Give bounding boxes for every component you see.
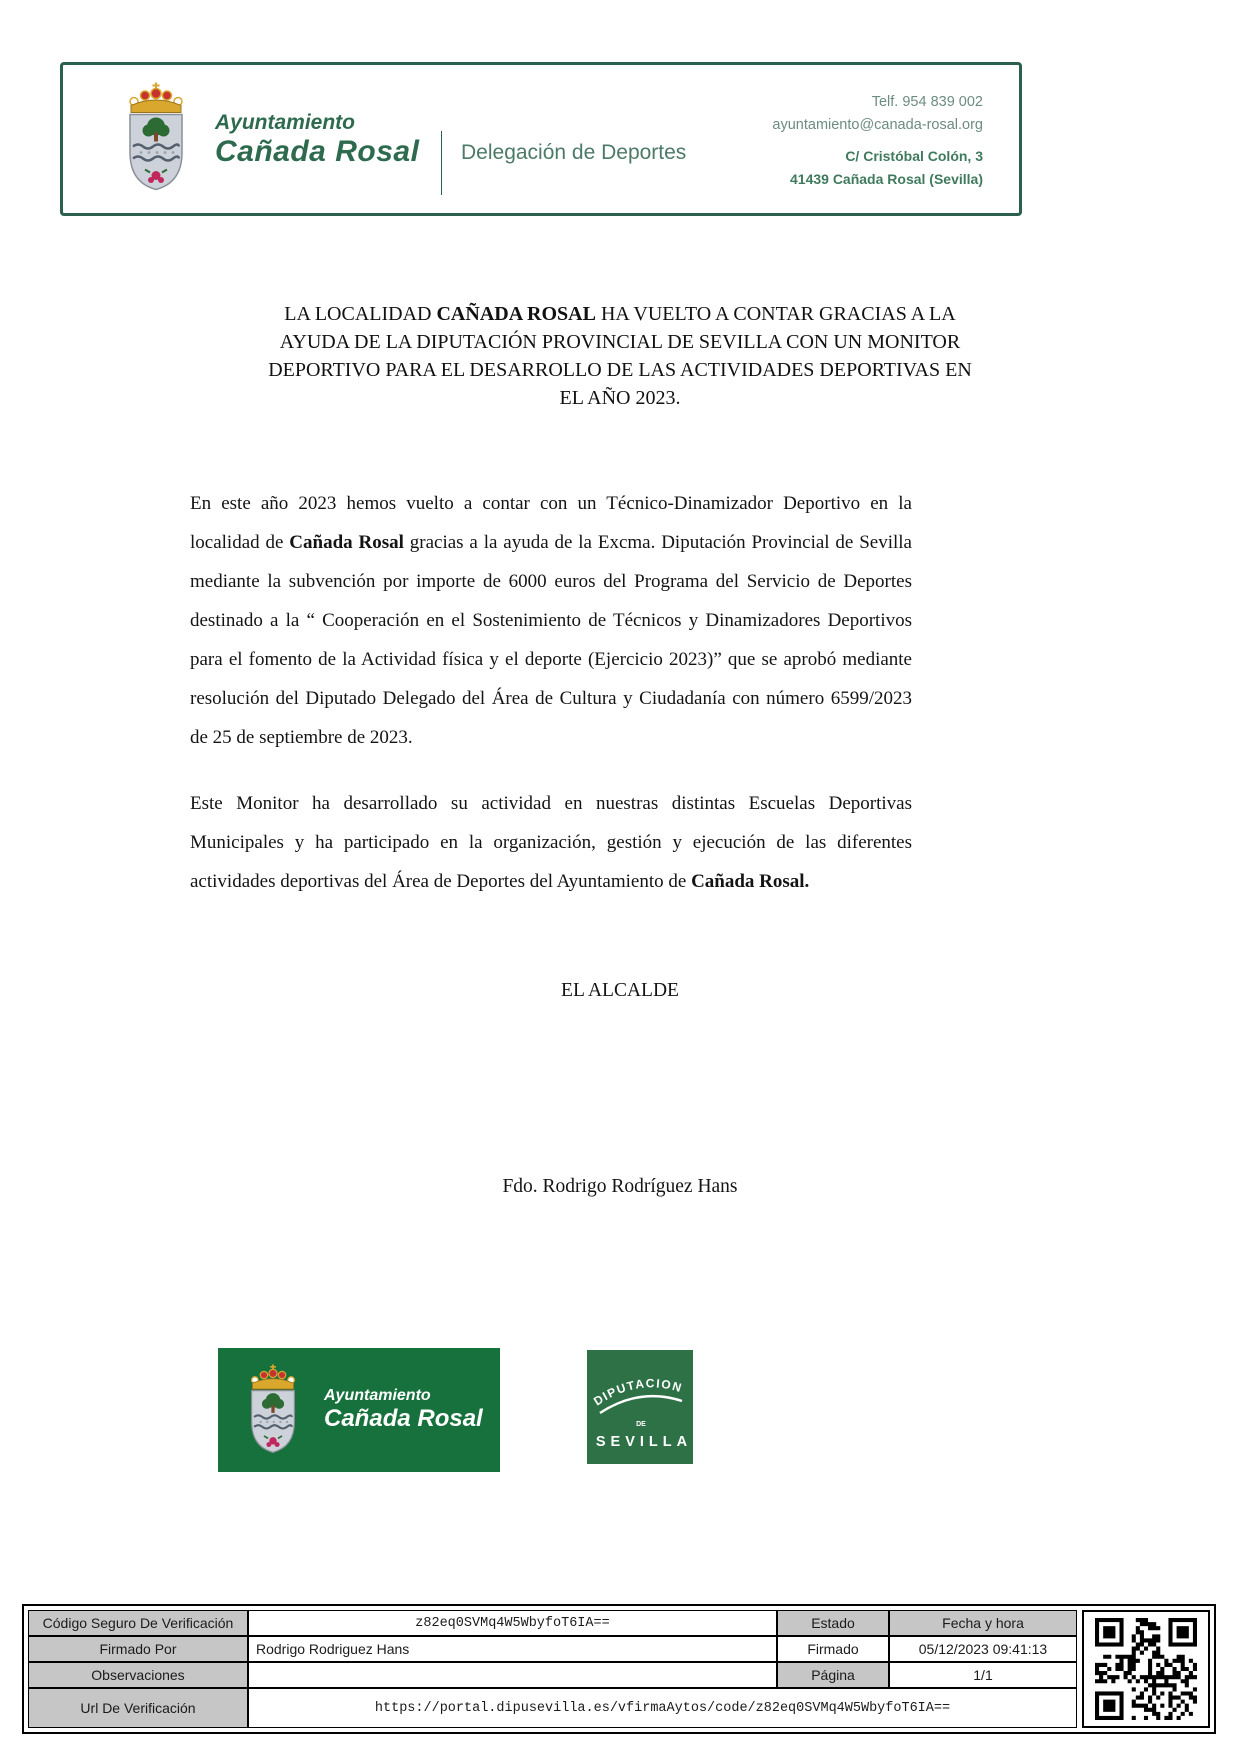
diputacion-de-text: DE [636,1421,646,1428]
observaciones-value-cell [248,1662,777,1688]
p1-seg1: En este año 2023 hemos vuelto a contar con un Técnico-Dinamizador Deportivo en la localidad de [190,493,912,553]
ayuntamiento-logo-text [324,1386,483,1434]
phone: Telf. 954 839 002 [871,94,983,110]
p1-seg3: gracias a la ayuda de la Excma. Diputación Provincial de Sevilla mediante la subvención por importe de 6000 euros del Programa del Servicio de Deportes destinado a la “ Cooperación en el Sostenimiento de Técnicos y Dinamizadores Deportivos para el fomento de la Actividad física y el deporte (Ejercicio 2023)” que se aprobó mediante resolución del Diputado Delegado del Área de Cultura y Ciudadanía con número 6599/2023 de 25 de septiembre de 2023. [190,532,912,748]
p1-seg2-bold: Cañada Rosal [289,532,404,553]
firmado-label-cell: Firmado Por [28,1636,248,1662]
header-divider [441,131,442,195]
diputacion-name-text: SEVILLA [595,1434,693,1450]
estado-label-cell: Estado [777,1610,889,1636]
org-name-line2: Cañada Rosal [215,135,420,169]
ayuntamiento-logo [218,1348,500,1472]
estado-value-cell: Firmado [777,1636,889,1662]
title-seg1: LA LOCALIDAD [284,303,437,325]
coat-of-arms-icon [236,1362,310,1458]
qr-code-cell [1082,1610,1210,1728]
letterhead [60,62,1022,216]
p2-seg1: Este Monitor ha desarrollado su actividad en nuestras distintas Escuelas Deportivas Municipales y ha participado en la organización, gestión y ejecución de las diferentes actividades deportivas del Área de Deportes del Ayuntamiento de [190,793,912,892]
verification-table [28,1610,1077,1728]
org-brand [215,111,419,170]
firmado-value-cell: Rodrigo Rodriguez Hans [248,1636,777,1662]
url-value-cell[interactable]: https://portal.dipusevilla.es/vfirmaAytos/code/z82eq0SVMq4W5WbyfoT6IA== [248,1688,1077,1728]
verification-footer [22,1604,1216,1734]
document-title [262,300,978,412]
title-seg3: HA VUELTO A CONTAR GRACIAS A LA AYUDA DE LA DIPUTACIÓN PROVINCIAL DE SEVILLA CON UN MONITOR DEPORTIVO PARA EL DESARROLLO DE LAS ACTIVIDADES DEPORTIVAS EN EL AÑO 2023. [268,303,972,409]
paragraph-2 [190,784,912,901]
department-name: Delegación de Deportes [461,141,687,164]
fecha-value-cell: 05/12/2023 09:41:13 [889,1636,1077,1662]
address-line2: 41439 Cañada Rosal (Sevilla) [790,171,983,187]
observaciones-label-cell: Observaciones [28,1662,248,1688]
pagina-label-cell: Página [777,1662,889,1688]
coat-of-arms-icon [111,79,201,197]
signature-role: EL ALCALDE [561,980,679,1001]
address-line1: C/ Cristóbal Colón, 3 [845,148,983,164]
pagina-value-cell: 1/1 [889,1662,1077,1688]
contact-block [772,91,983,191]
qr-code [1095,1618,1197,1720]
paragraph-1 [190,484,912,757]
email: ayuntamiento@canada-rosal.org [772,117,983,133]
url-label-cell: Url De Verificación [28,1688,248,1728]
document-body [190,484,912,901]
diputacion-sevilla-logo [587,1350,693,1464]
ayto-logo-line2: Cañada Rosal [324,1405,483,1433]
p2-seg2-bold: Cañada Rosal. [691,871,810,892]
ayto-logo-line1: Ayuntamiento [324,1387,431,1404]
signature-name: Fdo. Rodrigo Rodríguez Hans [502,1176,738,1197]
csv-label-cell: Código Seguro De Verificación [28,1610,248,1636]
org-name-line1: Ayuntamiento [215,111,356,134]
csv-value-cell: z82eq0SVMq4W5WbyfoT6IA== [248,1610,777,1636]
title-seg2-bold: CAÑADA ROSAL [436,303,596,325]
fecha-label-cell: Fecha y hora [889,1610,1077,1636]
diputacion-arc-text: DIPUTACION [591,1376,685,1409]
